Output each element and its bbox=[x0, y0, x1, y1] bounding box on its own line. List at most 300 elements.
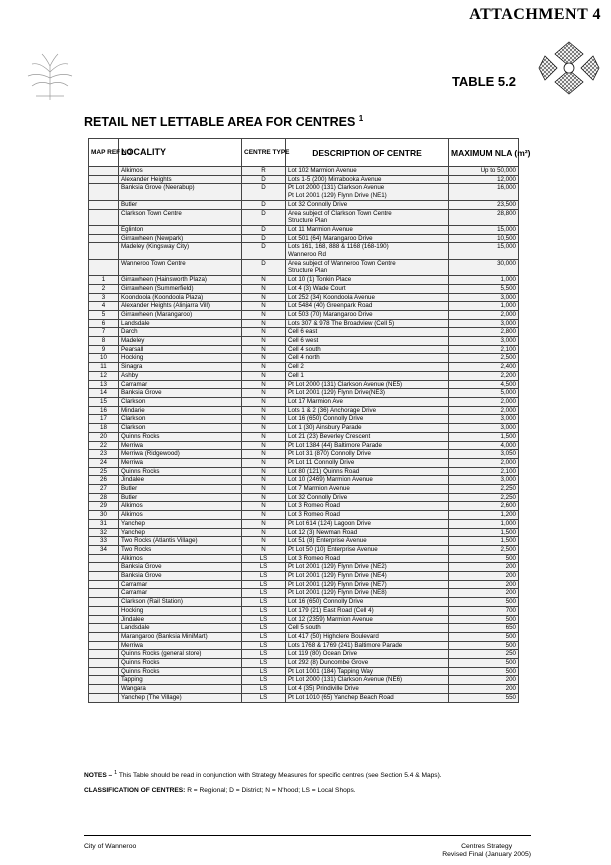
cell-map-ref-text: 25 bbox=[100, 467, 107, 475]
attachment-label: ATTACHMENT 4 bbox=[469, 6, 601, 23]
cell-description-text: Cell 6 west bbox=[288, 337, 319, 345]
table-row bbox=[89, 441, 519, 450]
cell-locality bbox=[119, 667, 242, 676]
cell-locality bbox=[119, 476, 242, 485]
cell-description bbox=[286, 424, 449, 433]
cell-description bbox=[286, 293, 449, 302]
cell-description-text: Lot 16 (650) Connolly Drive bbox=[288, 415, 364, 423]
cell-centre-type-text: LS bbox=[259, 685, 268, 693]
cell-max-nla-text: 650 bbox=[505, 624, 516, 632]
cell-map-ref-text: 31 bbox=[100, 519, 107, 527]
cell-locality bbox=[119, 511, 242, 520]
cell-locality bbox=[119, 537, 242, 546]
cell-centre-type-text: N bbox=[261, 328, 266, 336]
cell-max-nla-text: 2,200 bbox=[500, 371, 516, 379]
cell-centre-type bbox=[242, 458, 286, 467]
cell-centre-type-text: N bbox=[261, 345, 266, 353]
cell-map-ref bbox=[89, 641, 119, 650]
cell-description bbox=[286, 345, 449, 354]
cell-locality-text: Quinns Rocks bbox=[121, 667, 160, 675]
cell-description-text: Pt Lot 2001 (129) Flynn Drive (NE2) bbox=[288, 563, 387, 571]
cell-map-ref bbox=[89, 406, 119, 415]
cell-locality bbox=[119, 441, 242, 450]
cell-locality-text: Carramar bbox=[121, 380, 148, 388]
cell-map-ref bbox=[89, 659, 119, 668]
cell-max-nla-text: 3,000 bbox=[500, 415, 516, 423]
cell-locality-text: Alkimos bbox=[121, 502, 143, 510]
cell-map-ref bbox=[89, 502, 119, 511]
cell-map-ref bbox=[89, 545, 119, 554]
cell-max-nla-text: 4,000 bbox=[500, 441, 516, 449]
cell-locality-text: Girrawheen (Marangaroo) bbox=[121, 310, 193, 318]
cell-centre-type bbox=[242, 371, 286, 380]
cell-max-nla bbox=[449, 184, 519, 200]
cell-description bbox=[286, 200, 449, 209]
cell-locality-text: Clarkson bbox=[121, 424, 146, 432]
cell-max-nla-text: 5,000 bbox=[500, 389, 516, 397]
cell-description-line2: Structure Plan bbox=[288, 267, 328, 275]
cell-locality-text: Alkimos bbox=[121, 511, 143, 519]
cell-map-ref bbox=[89, 234, 119, 243]
cell-map-ref bbox=[89, 537, 119, 546]
cell-centre-type bbox=[242, 424, 286, 433]
cell-locality bbox=[119, 641, 242, 650]
cell-locality bbox=[119, 545, 242, 554]
cell-centre-type-text: N bbox=[261, 354, 266, 362]
cell-centre-type bbox=[242, 415, 286, 424]
cell-description-text: Lot 80 (121) Quinns Road bbox=[288, 467, 360, 475]
cell-description-text: Lot 10 (2469) Marmion Avenue bbox=[288, 476, 373, 484]
table-row bbox=[89, 615, 519, 624]
cell-centre-type bbox=[242, 243, 286, 259]
cell-centre-type bbox=[242, 441, 286, 450]
cell-max-nla bbox=[449, 406, 519, 415]
cell-description bbox=[286, 458, 449, 467]
cell-centre-type bbox=[242, 302, 286, 311]
cell-locality bbox=[119, 293, 242, 302]
table-row bbox=[89, 685, 519, 694]
cell-centre-type bbox=[242, 225, 286, 234]
cell-centre-type bbox=[242, 537, 286, 546]
cell-map-ref bbox=[89, 175, 119, 184]
footer-right-line2: Revised Final (January 2005) bbox=[442, 851, 531, 858]
cell-max-nla bbox=[449, 485, 519, 494]
page-title bbox=[84, 114, 363, 129]
cell-map-ref bbox=[89, 371, 119, 380]
cell-locality-text: Alkimos bbox=[121, 167, 143, 174]
cell-centre-type bbox=[242, 693, 286, 702]
cell-centre-type bbox=[242, 345, 286, 354]
cell-locality-text: Girrawheen (Summerfield) bbox=[121, 284, 194, 292]
cell-centre-type-text: N bbox=[261, 424, 266, 432]
cell-max-nla bbox=[449, 243, 519, 259]
table-row bbox=[89, 580, 519, 589]
cell-description-text: Lot 102 Marmion Avenue bbox=[288, 167, 357, 174]
cell-description bbox=[286, 676, 449, 685]
cell-centre-type-text: N bbox=[261, 493, 266, 501]
cell-description-text: Lot 51 (8) Enterprise Avenue bbox=[288, 537, 367, 545]
cell-max-nla-text: 3,000 bbox=[500, 476, 516, 484]
cell-map-ref-text: 20 bbox=[100, 432, 107, 440]
table-row bbox=[89, 554, 519, 563]
cell-centre-type bbox=[242, 175, 286, 184]
cell-description bbox=[286, 175, 449, 184]
cell-map-ref-text: 13 bbox=[100, 380, 107, 388]
cell-max-nla-text: 2,000 bbox=[500, 397, 516, 405]
cell-max-nla bbox=[449, 259, 519, 275]
cell-description-text: Lot 119 (80) Ocean Drive bbox=[288, 650, 358, 658]
table-row bbox=[89, 563, 519, 572]
cell-locality bbox=[119, 606, 242, 615]
cell-max-nla bbox=[449, 659, 519, 668]
cell-description bbox=[286, 693, 449, 702]
cell-description-text: Lot 11 Marmion Avenue bbox=[288, 225, 353, 233]
cell-description-text: Lot 4 (35) Prindiville Drive bbox=[288, 685, 359, 693]
cell-map-ref-text: 27 bbox=[100, 485, 107, 493]
cell-locality bbox=[119, 685, 242, 694]
cell-max-nla-text: 2,500 bbox=[500, 545, 516, 553]
cell-map-ref-text: 8 bbox=[101, 337, 106, 345]
cell-max-nla-text: 500 bbox=[505, 554, 516, 562]
table-row bbox=[89, 450, 519, 459]
cell-max-nla bbox=[449, 615, 519, 624]
cell-map-ref-text: 17 bbox=[100, 415, 107, 423]
cell-centre-type-text: LS bbox=[259, 563, 268, 571]
header-locality: LOCALITY bbox=[119, 139, 242, 167]
cell-map-ref-text: 1 bbox=[101, 276, 106, 284]
cell-locality bbox=[119, 624, 242, 633]
cell-locality-text: Banksia Grove bbox=[121, 563, 162, 571]
table-row bbox=[89, 485, 519, 494]
cell-max-nla-text: 2,600 bbox=[500, 502, 516, 510]
cell-centre-type-text: LS bbox=[259, 624, 268, 632]
table-row bbox=[89, 458, 519, 467]
cell-description bbox=[286, 310, 449, 319]
cell-description bbox=[286, 641, 449, 650]
cell-description-text: Lots 1-5 (200) Mirrabooka Avenue bbox=[288, 175, 382, 183]
classification bbox=[84, 787, 564, 794]
cell-description-text: Pt Lot 614 (124) Lagoon Drive bbox=[288, 519, 371, 527]
cell-max-nla bbox=[449, 641, 519, 650]
cell-map-ref-text: 32 bbox=[100, 528, 107, 536]
cell-max-nla bbox=[449, 572, 519, 581]
cell-centre-type-text: N bbox=[261, 276, 266, 284]
cell-map-ref-text: 5 bbox=[101, 310, 106, 318]
cell-description bbox=[286, 650, 449, 659]
cell-max-nla-text: 28,800 bbox=[497, 209, 516, 217]
cell-map-ref bbox=[89, 615, 119, 624]
cell-centre-type bbox=[242, 659, 286, 668]
retail-nla-table bbox=[88, 138, 531, 703]
cell-max-nla-text: 2,400 bbox=[500, 363, 516, 371]
cell-description-text: Lot 3 Romeo Road bbox=[288, 554, 340, 562]
cell-description-text: Lot 417 (50) Highclere Boulevard bbox=[288, 632, 379, 640]
cell-map-ref bbox=[89, 310, 119, 319]
cell-centre-type-text: N bbox=[261, 302, 266, 310]
cell-description bbox=[286, 209, 449, 225]
cell-max-nla-text: 10,500 bbox=[497, 234, 516, 242]
cell-description bbox=[286, 685, 449, 694]
cell-max-nla bbox=[449, 450, 519, 459]
cell-locality-text: Madeley bbox=[121, 337, 145, 345]
cell-locality-text: Merriwa bbox=[121, 458, 144, 466]
cell-description-text: Pt Lot 1010 (65) Yanchep Beach Road bbox=[288, 693, 394, 701]
cell-description bbox=[286, 243, 449, 259]
cell-map-ref bbox=[89, 380, 119, 389]
cell-description bbox=[286, 528, 449, 537]
cell-description bbox=[286, 337, 449, 346]
cell-description bbox=[286, 624, 449, 633]
cell-centre-type bbox=[242, 432, 286, 441]
cell-locality-text: Hocking bbox=[121, 354, 144, 362]
cell-locality bbox=[119, 432, 242, 441]
cell-description-text: Cell 2 bbox=[288, 363, 304, 371]
cell-locality-text: Madeley (Kingsway City) bbox=[121, 243, 190, 251]
cell-centre-type-text: LS bbox=[259, 659, 268, 667]
cell-description bbox=[286, 511, 449, 520]
cell-max-nla-text: 3,050 bbox=[500, 450, 516, 458]
cell-map-ref-text: 7 bbox=[101, 328, 106, 336]
cell-description bbox=[286, 632, 449, 641]
cell-centre-type-text: N bbox=[261, 380, 266, 388]
classification-text: R = Regional; D = District; N = N'hood; LS = Local Shops. bbox=[187, 787, 356, 794]
cell-centre-type-text: LS bbox=[259, 676, 268, 684]
cell-max-nla-text: 1,200 bbox=[500, 511, 516, 519]
cell-description bbox=[286, 259, 449, 275]
cell-centre-type bbox=[242, 685, 286, 694]
cell-locality bbox=[119, 632, 242, 641]
table-row bbox=[89, 432, 519, 441]
cell-centre-type-text: D bbox=[261, 259, 266, 267]
cell-max-nla bbox=[449, 676, 519, 685]
cell-max-nla-text: 1,000 bbox=[500, 302, 516, 310]
cell-description-text: Lot 3 Romeo Road bbox=[288, 502, 340, 510]
cell-max-nla bbox=[449, 632, 519, 641]
cell-description-text: Lot 5484 (40) Greenpark Road bbox=[288, 302, 373, 310]
cell-locality-text: Alexander Heights (Alinjarra Vill) bbox=[121, 302, 210, 310]
cell-map-ref bbox=[89, 624, 119, 633]
cell-max-nla bbox=[449, 319, 519, 328]
table-row bbox=[89, 243, 519, 259]
cell-centre-type-text: N bbox=[261, 337, 266, 345]
cell-locality-text: Quinns Rocks bbox=[121, 467, 160, 475]
cell-map-ref bbox=[89, 184, 119, 200]
cell-centre-type bbox=[242, 337, 286, 346]
cell-max-nla bbox=[449, 200, 519, 209]
cell-centre-type-text: D bbox=[261, 175, 266, 183]
cell-centre-type bbox=[242, 519, 286, 528]
cell-locality-text: Two Rocks bbox=[121, 545, 152, 553]
cell-max-nla-text: 2,500 bbox=[500, 354, 516, 362]
cell-locality bbox=[119, 485, 242, 494]
cell-locality-text: Ashby bbox=[121, 371, 139, 379]
cell-max-nla bbox=[449, 328, 519, 337]
cell-max-nla bbox=[449, 650, 519, 659]
cell-locality bbox=[119, 450, 242, 459]
cell-max-nla bbox=[449, 371, 519, 380]
cell-map-ref-text: 6 bbox=[101, 319, 106, 327]
cell-locality bbox=[119, 363, 242, 372]
cell-map-ref bbox=[89, 693, 119, 702]
cell-max-nla-text: 500 bbox=[505, 615, 516, 623]
cell-max-nla bbox=[449, 415, 519, 424]
cell-centre-type bbox=[242, 450, 286, 459]
cell-max-nla bbox=[449, 519, 519, 528]
cell-map-ref-text: 23 bbox=[100, 450, 107, 458]
table-row bbox=[89, 284, 519, 293]
cell-description bbox=[286, 284, 449, 293]
cell-map-ref bbox=[89, 580, 119, 589]
cell-description bbox=[286, 302, 449, 311]
cell-description-text: Lots 161, 168, 888 & 1168 (168-190) bbox=[288, 243, 389, 251]
table-row bbox=[89, 511, 519, 520]
cell-description bbox=[286, 493, 449, 502]
cell-max-nla-text: 200 bbox=[505, 685, 516, 693]
cell-description bbox=[286, 450, 449, 459]
cell-centre-type bbox=[242, 572, 286, 581]
header-max-nla: MAXIMUM NLA (m²) bbox=[449, 139, 519, 167]
cell-description-text: Pt Lot 2001 (129) Flynn Drive(NE3) bbox=[288, 389, 385, 397]
cell-locality bbox=[119, 284, 242, 293]
cell-centre-type bbox=[242, 632, 286, 641]
cell-max-nla bbox=[449, 234, 519, 243]
cell-locality-text: Eglinton bbox=[121, 225, 144, 233]
cell-description-text: Cell 6 east bbox=[288, 328, 318, 336]
cell-map-ref bbox=[89, 589, 119, 598]
cell-max-nla-text: 2,250 bbox=[500, 485, 516, 493]
cell-locality bbox=[119, 243, 242, 259]
cell-centre-type bbox=[242, 328, 286, 337]
cell-locality bbox=[119, 259, 242, 275]
cell-max-nla bbox=[449, 624, 519, 633]
cell-centre-type bbox=[242, 284, 286, 293]
cell-centre-type bbox=[242, 397, 286, 406]
cell-locality-text: Carramar bbox=[121, 589, 148, 597]
cell-max-nla bbox=[449, 293, 519, 302]
cell-description bbox=[286, 563, 449, 572]
cell-description-line2: Wanneroo Rd bbox=[288, 251, 326, 259]
table-row bbox=[89, 276, 519, 285]
cell-description-text: Lot 179 (21) East Road (Cell 4) bbox=[288, 606, 374, 614]
cell-centre-type-text: LS bbox=[259, 615, 268, 623]
cell-max-nla-text: 550 bbox=[505, 693, 516, 701]
cell-centre-type-text: N bbox=[261, 389, 266, 397]
cell-max-nla bbox=[449, 424, 519, 433]
cell-description bbox=[286, 659, 449, 668]
cell-map-ref-text: 12 bbox=[100, 371, 107, 379]
cell-centre-type bbox=[242, 528, 286, 537]
cell-centre-type-text: N bbox=[261, 502, 266, 510]
cell-description bbox=[286, 415, 449, 424]
cell-description-text: Lot 10 (1) Tonkin Place bbox=[288, 276, 352, 284]
cell-map-ref bbox=[89, 450, 119, 459]
cell-max-nla bbox=[449, 284, 519, 293]
cell-map-ref-text: 33 bbox=[100, 537, 107, 545]
table-row bbox=[89, 406, 519, 415]
cell-description-text: Lot 501 (64) Marangaroo Drive bbox=[288, 234, 373, 242]
cell-centre-type bbox=[242, 467, 286, 476]
table-row bbox=[89, 225, 519, 234]
table-row bbox=[89, 624, 519, 633]
cell-map-ref-text: 14 bbox=[100, 389, 107, 397]
cell-max-nla-text: 200 bbox=[505, 589, 516, 597]
cell-locality bbox=[119, 458, 242, 467]
cell-centre-type-text: D bbox=[261, 243, 266, 251]
cell-locality bbox=[119, 397, 242, 406]
cell-max-nla bbox=[449, 467, 519, 476]
cell-map-ref bbox=[89, 667, 119, 676]
cell-description-text: Area subject of Wanneroo Town Centre bbox=[288, 259, 396, 267]
cell-centre-type-text: N bbox=[261, 363, 266, 371]
cell-locality-text: Butler bbox=[121, 485, 138, 493]
cell-max-nla bbox=[449, 363, 519, 372]
table-row bbox=[89, 380, 519, 389]
cell-description bbox=[286, 606, 449, 615]
cell-locality-text: Merriwa bbox=[121, 641, 144, 649]
cell-locality bbox=[119, 345, 242, 354]
cell-max-nla bbox=[449, 209, 519, 225]
cell-description-text: Lot 21 (23) Beverley Crescent bbox=[288, 432, 371, 440]
cell-max-nla-text: Up to 50,000 bbox=[480, 167, 516, 174]
table-row bbox=[89, 424, 519, 433]
cell-map-ref-text: 9 bbox=[101, 345, 106, 353]
cell-max-nla-text: 2,800 bbox=[500, 328, 516, 336]
cell-description-text: Cell 1 bbox=[288, 371, 304, 379]
cell-map-ref bbox=[89, 167, 119, 176]
table-row bbox=[89, 310, 519, 319]
cell-centre-type bbox=[242, 293, 286, 302]
table-row bbox=[89, 693, 519, 702]
cell-map-ref bbox=[89, 293, 119, 302]
cell-locality-text: Wanneroo Town Centre bbox=[121, 259, 186, 267]
cell-map-ref bbox=[89, 676, 119, 685]
cell-map-ref-text: 24 bbox=[100, 458, 107, 466]
cell-centre-type bbox=[242, 485, 286, 494]
table-row bbox=[89, 476, 519, 485]
cell-max-nla-text: 200 bbox=[505, 580, 516, 588]
cell-map-ref-text: 28 bbox=[100, 493, 107, 501]
cell-locality bbox=[119, 184, 242, 200]
cell-max-nla-text: 5,500 bbox=[500, 284, 516, 292]
cell-map-ref-text: 4 bbox=[101, 302, 106, 310]
cell-centre-type-text: D bbox=[261, 184, 266, 192]
cell-centre-type bbox=[242, 589, 286, 598]
cell-map-ref bbox=[89, 572, 119, 581]
cell-locality-text: Wangara bbox=[121, 685, 146, 693]
cell-locality-text: Carramar bbox=[121, 580, 148, 588]
cell-locality-text: Clarkson (Rail Station) bbox=[121, 598, 183, 606]
cell-map-ref bbox=[89, 200, 119, 209]
table-row bbox=[89, 175, 519, 184]
cell-locality-text: Landsdale bbox=[121, 319, 150, 327]
cell-centre-type-text: N bbox=[261, 528, 266, 536]
cell-map-ref bbox=[89, 276, 119, 285]
cell-description-text: Cell 4 south bbox=[288, 345, 321, 353]
cell-centre-type-text: D bbox=[261, 200, 266, 208]
cell-description-line2: Structure Plan bbox=[288, 217, 328, 225]
cell-max-nla bbox=[449, 345, 519, 354]
cell-locality bbox=[119, 371, 242, 380]
cell-map-ref bbox=[89, 606, 119, 615]
cell-centre-type bbox=[242, 641, 286, 650]
cell-map-ref bbox=[89, 485, 119, 494]
cell-map-ref bbox=[89, 345, 119, 354]
cell-locality bbox=[119, 337, 242, 346]
cell-map-ref bbox=[89, 563, 119, 572]
cell-centre-type-text: N bbox=[261, 319, 266, 327]
cell-max-nla-text: 2,100 bbox=[500, 345, 516, 353]
cell-description-text: Pt Lot 2001 (129) Flynn Drive (NE7) bbox=[288, 580, 387, 588]
